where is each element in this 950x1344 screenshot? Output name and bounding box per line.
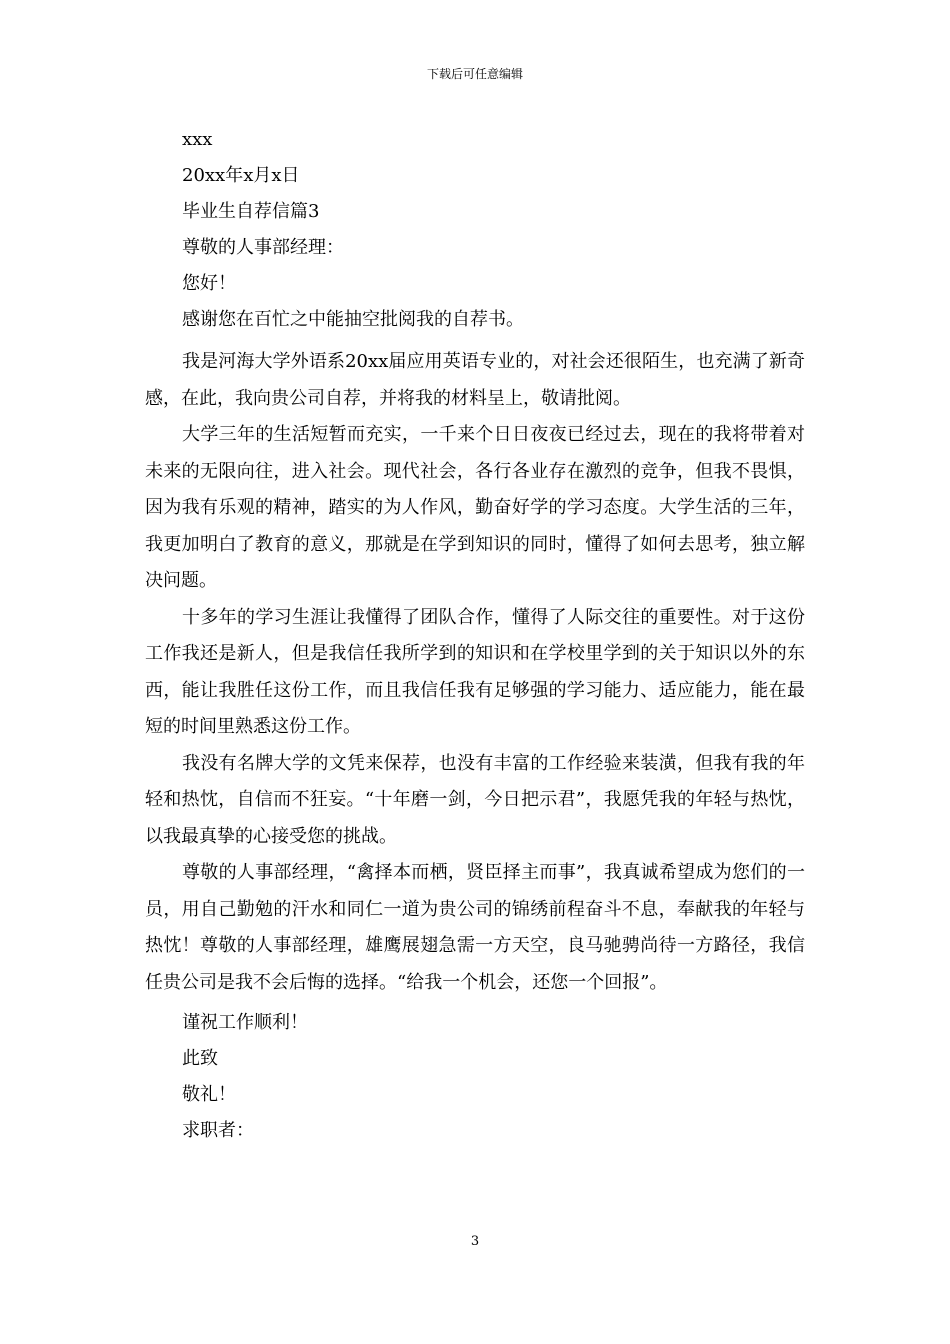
page-header-note: 下载后可任意编辑 [426,67,523,81]
letter-salutation: 尊敬的人事部经理： [182,237,344,258]
body-paragraph-4: 我没有名牌大学的文凭来保荐，也没有丰富的工作经验来装潢，但我有我的年轻和热忱，自信而不狂妄。“十年磨一剑，今日把示君”，我愿凭我的年轻与热忱，以我最真挚的心接受您的挑战。 [145,752,805,847]
closing-line-1: 此致 [182,1048,218,1069]
body-paragraph-5: 尊敬的人事部经理，“禽择本而栖，贤臣择主而事”，我真诚希望成为您们的一员，用自己勤勉的汗水和同仁一道为贵公司的锦绣前程奋斗不息，奉献我的年轻与热忱！尊敬的人事部经理，雄鹰展翅急需一方天空，良马驰骋尚待一方路径，我信任贵公司是我不会后悔的选择。“给我一个机会，还您一个回报”。 [145,862,805,993]
page-number: 3 [470,1234,480,1249]
closing-line-2: 敬礼！ [182,1084,236,1105]
signature-label: 求职者： [182,1120,254,1141]
body-paragraph-2: 大学三年的生活短暂而充实，一千来个日日夜夜已经过去，现在的我将带着对未来的无限向往，进入社会。现代社会，各行各业存在激烈的竞争，但我不畏惧，因为我有乐观的精神，踏实的为人作风，勤奋好学的学习态度。大学生活的三年，我更加明白了教育的意义，那就是在学到知识的同时，懂得了如何去思考，独立解决问题。 [145,424,805,591]
body-paragraph-3: 十多年的学习生涯让我懂得了团队合作，懂得了人际交往的重要性。对于这份工作我还是新人，但是我信任我所学到的知识和在学校里学到的关于知识以外的东西，能让我胜任这份工作，而且我信任我有足够强的学习能力、适应能力，能在最短的时间里熟悉这份工作。 [145,606,805,737]
letter-greeting: 您好！ [182,273,236,294]
previous-letter-date: 20xx年x月x日 [182,165,300,186]
previous-letter-name: xxx [182,129,213,150]
closing-wish: 谨祝工作顺利！ [182,1012,308,1033]
letter-thanks: 感谢您在百忙之中能抽空批阅我的自荐书。 [182,309,524,330]
letter-title: 毕业生自荐信篇3 [182,201,320,222]
document-body [145,128,805,1155]
body-paragraph-1: 我是河海大学外语系20xx届应用英语专业的，对社会还很陌生，也充满了新奇感，在此，我向贵公司自荐，并将我的材料呈上，敬请批阅。 [145,351,805,409]
